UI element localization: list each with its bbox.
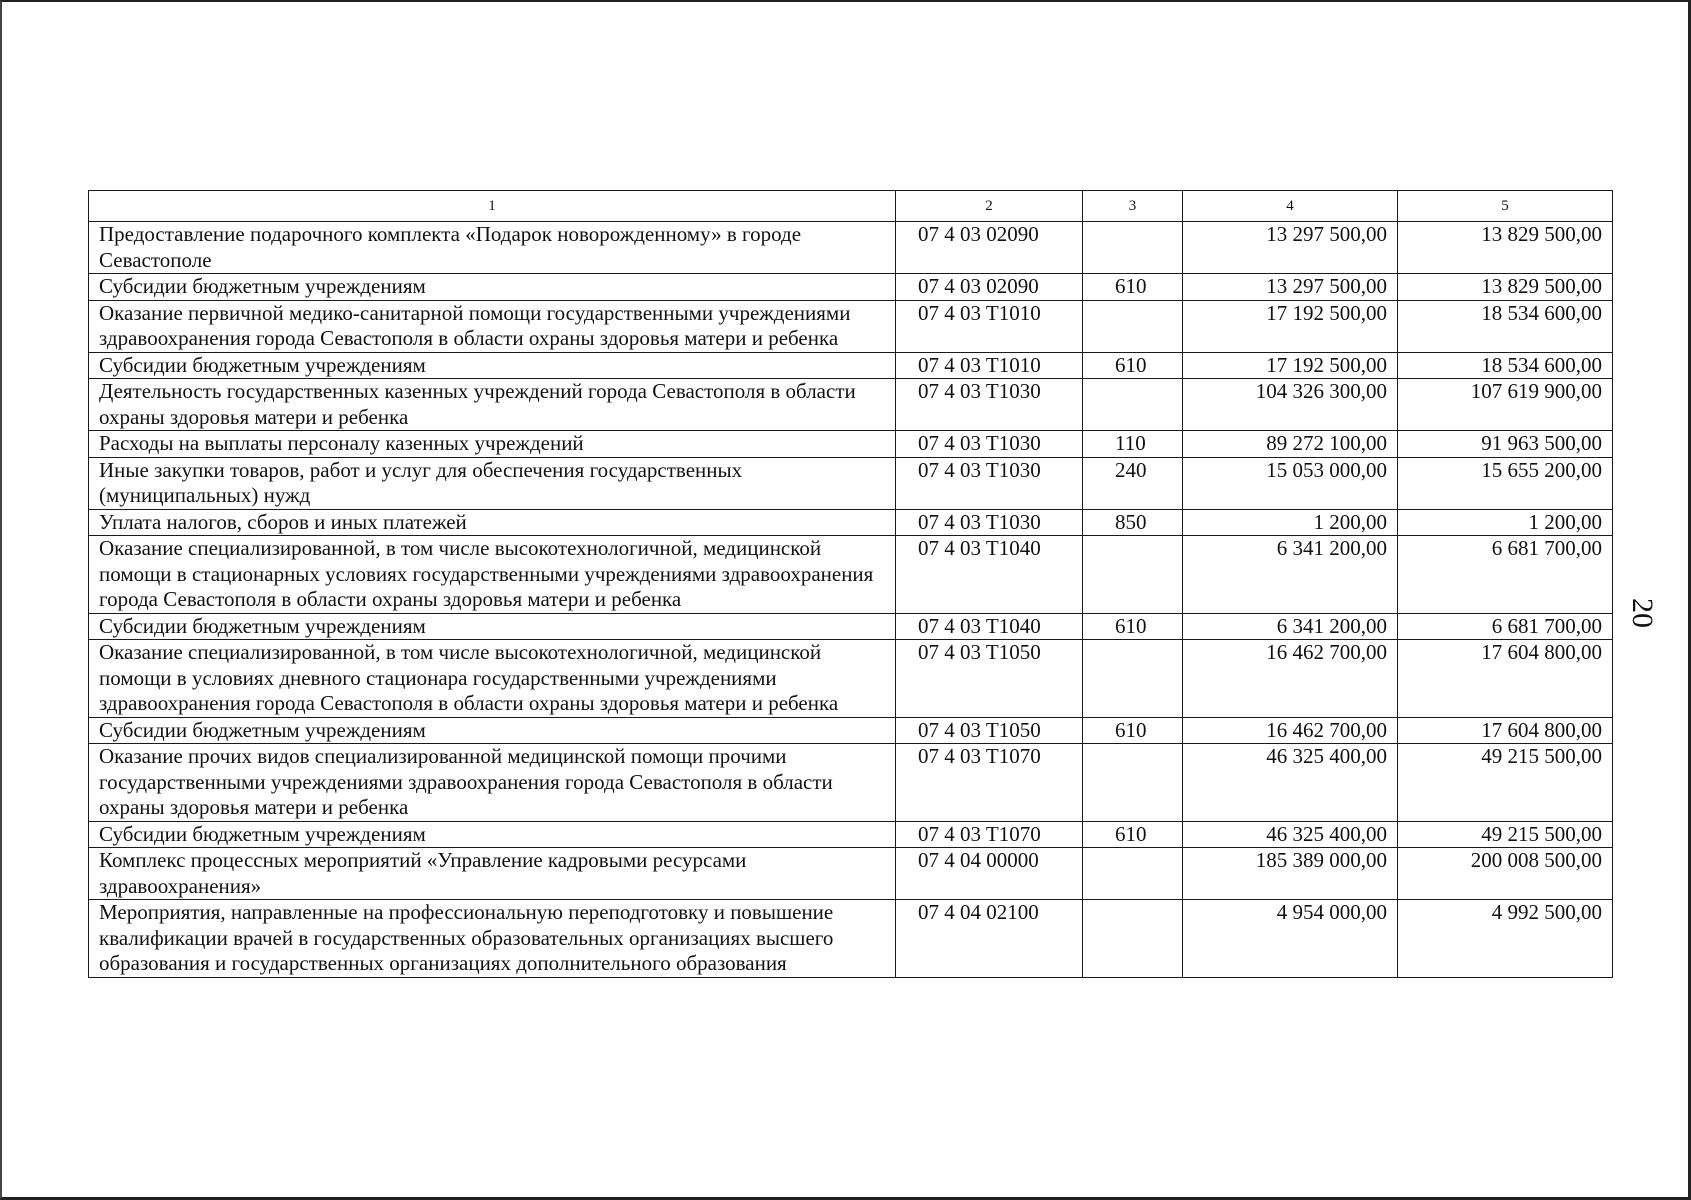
cell-amount-year-2: 17 604 800,00: [1398, 717, 1613, 744]
cell-amount-year-1: 1 200,00: [1183, 509, 1398, 536]
cell-amount-year-2: 1 200,00: [1398, 509, 1613, 536]
cell-code: 07 4 03 T1050: [896, 717, 1083, 744]
cell-amount-year-2: 15 655 200,00: [1398, 457, 1613, 509]
table-row: [89, 640, 1613, 718]
cell-amount-year-1: 17 192 500,00: [1183, 352, 1398, 379]
cell-name: Расходы на выплаты персоналу казенных учреждений: [89, 431, 896, 458]
cell-code: 07 4 03 T1040: [896, 536, 1083, 614]
cell-amount-year-1: 17 192 500,00: [1183, 300, 1398, 352]
cell-amount-year-2: 6 681 700,00: [1398, 613, 1613, 640]
budget-table: [88, 190, 1613, 978]
cell-name: Иные закупки товаров, работ и услуг для обеспечения государственных (муниципальных) нужд: [89, 457, 896, 509]
cell-amount-year-2: 49 215 500,00: [1398, 821, 1613, 848]
cell-code: 07 4 03 T1010: [896, 300, 1083, 352]
page-number: 20: [1626, 598, 1659, 628]
cell-amount-year-2: 4 992 500,00: [1398, 900, 1613, 978]
table-row: [89, 300, 1613, 352]
cell-amount-year-2: 17 604 800,00: [1398, 640, 1613, 718]
cell-expense-type: [1083, 536, 1183, 614]
table-row: [89, 222, 1613, 274]
cell-name: Мероприятия, направленные на профессиональную переподготовку и повышение квалификации врачей в государственных образовательных организациях высшего образования и государственных организациях дополнительного образования: [89, 900, 896, 978]
cell-name: Оказание первичной медико-санитарной помощи государственными учреждениями здравоохранения города Севастополя в области охраны здоровья матери и ребенка: [89, 300, 896, 352]
cell-expense-type: 240: [1083, 457, 1183, 509]
cell-code: 07 4 03 T1070: [896, 744, 1083, 822]
cell-name: Субсидии бюджетным учреждениям: [89, 274, 896, 301]
table-row: [89, 536, 1613, 614]
cell-name: Оказание специализированной, в том числе высокотехнологичной, медицинской помощи в стационарных условиях государственными учреждениями здравоохранения города Севастополя в области охраны здоровья матери и ребенка: [89, 536, 896, 614]
cell-name: Субсидии бюджетным учреждениям: [89, 613, 896, 640]
table-row: [89, 744, 1613, 822]
cell-expense-type: 850: [1083, 509, 1183, 536]
cell-name: Деятельность государственных казенных учреждений города Севастополя в области охраны здоровья матери и ребенка: [89, 379, 896, 431]
cell-amount-year-1: 6 341 200,00: [1183, 536, 1398, 614]
header-cell-5: 5: [1398, 191, 1613, 222]
cell-name: Комплекс процессных мероприятий «Управление кадровыми ресурсами здравоохранения»: [89, 848, 896, 900]
header-cell-2: 2: [896, 191, 1083, 222]
cell-expense-type: [1083, 848, 1183, 900]
table-row: [89, 717, 1613, 744]
cell-amount-year-2: 13 829 500,00: [1398, 222, 1613, 274]
header-cell-4: 4: [1183, 191, 1398, 222]
cell-name: Субсидии бюджетным учреждениям: [89, 352, 896, 379]
header-cell-3: 3: [1083, 191, 1183, 222]
cell-name: Предоставление подарочного комплекта «Подарок новорожденному» в городе Севастополе: [89, 222, 896, 274]
cell-expense-type: 610: [1083, 821, 1183, 848]
cell-amount-year-1: 6 341 200,00: [1183, 613, 1398, 640]
cell-code: 07 4 03 T1030: [896, 379, 1083, 431]
cell-code: 07 4 03 02090: [896, 222, 1083, 274]
cell-code: 07 4 04 00000: [896, 848, 1083, 900]
table-row: [89, 352, 1613, 379]
cell-amount-year-1: 89 272 100,00: [1183, 431, 1398, 458]
cell-code: 07 4 03 T1050: [896, 640, 1083, 718]
cell-name: Субсидии бюджетным учреждениям: [89, 717, 896, 744]
table-row: [89, 848, 1613, 900]
header-row: [89, 191, 1613, 222]
cell-expense-type: [1083, 222, 1183, 274]
table-body: [89, 222, 1613, 978]
cell-expense-type: 610: [1083, 352, 1183, 379]
cell-amount-year-1: 15 053 000,00: [1183, 457, 1398, 509]
cell-amount-year-1: 185 389 000,00: [1183, 848, 1398, 900]
cell-code: 07 4 03 T1010: [896, 352, 1083, 379]
cell-amount-year-1: 104 326 300,00: [1183, 379, 1398, 431]
cell-amount-year-1: 4 954 000,00: [1183, 900, 1398, 978]
cell-name: Оказание специализированной, в том числе высокотехнологичной, медицинской помощи в условиях дневного стационара государственными учреждениями здравоохранения города Севастополя в области охраны здоровья матери и ребенка: [89, 640, 896, 718]
cell-expense-type: [1083, 744, 1183, 822]
table-row: [89, 379, 1613, 431]
cell-code: 07 4 03 T1040: [896, 613, 1083, 640]
table-row: [89, 613, 1613, 640]
cell-expense-type: [1083, 379, 1183, 431]
cell-amount-year-2: 200 008 500,00: [1398, 848, 1613, 900]
cell-expense-type: 610: [1083, 717, 1183, 744]
cell-code: 07 4 03 T1030: [896, 457, 1083, 509]
cell-amount-year-2: 91 963 500,00: [1398, 431, 1613, 458]
cell-amount-year-1: 16 462 700,00: [1183, 640, 1398, 718]
cell-code: 07 4 03 T1030: [896, 509, 1083, 536]
cell-amount-year-1: 13 297 500,00: [1183, 222, 1398, 274]
table-row: [89, 457, 1613, 509]
table-row: [89, 431, 1613, 458]
cell-code: 07 4 04 02100: [896, 900, 1083, 978]
cell-amount-year-2: 49 215 500,00: [1398, 744, 1613, 822]
cell-expense-type: [1083, 900, 1183, 978]
cell-amount-year-2: 18 534 600,00: [1398, 300, 1613, 352]
cell-expense-type: 610: [1083, 274, 1183, 301]
cell-amount-year-2: 13 829 500,00: [1398, 274, 1613, 301]
cell-amount-year-2: 6 681 700,00: [1398, 536, 1613, 614]
cell-name: Оказание прочих видов специализированной медицинской помощи прочими государственными учреждениями здравоохранения города Севастополя в области охраны здоровья матери и ребенка: [89, 744, 896, 822]
cell-amount-year-1: 16 462 700,00: [1183, 717, 1398, 744]
cell-code: 07 4 03 02090: [896, 274, 1083, 301]
header-cell-1: 1: [89, 191, 896, 222]
table-row: [89, 509, 1613, 536]
cell-expense-type: 610: [1083, 613, 1183, 640]
cell-expense-type: [1083, 300, 1183, 352]
table-row: [89, 900, 1613, 978]
cell-name: Субсидии бюджетным учреждениям: [89, 821, 896, 848]
cell-name: Уплата налогов, сборов и иных платежей: [89, 509, 896, 536]
cell-code: 07 4 03 T1070: [896, 821, 1083, 848]
cell-amount-year-1: 46 325 400,00: [1183, 744, 1398, 822]
cell-amount-year-2: 18 534 600,00: [1398, 352, 1613, 379]
cell-expense-type: 110: [1083, 431, 1183, 458]
cell-amount-year-1: 46 325 400,00: [1183, 821, 1398, 848]
cell-expense-type: [1083, 640, 1183, 718]
cell-code: 07 4 03 T1030: [896, 431, 1083, 458]
table-row: [89, 821, 1613, 848]
cell-amount-year-1: 13 297 500,00: [1183, 274, 1398, 301]
cell-amount-year-2: 107 619 900,00: [1398, 379, 1613, 431]
table-row: [89, 274, 1613, 301]
